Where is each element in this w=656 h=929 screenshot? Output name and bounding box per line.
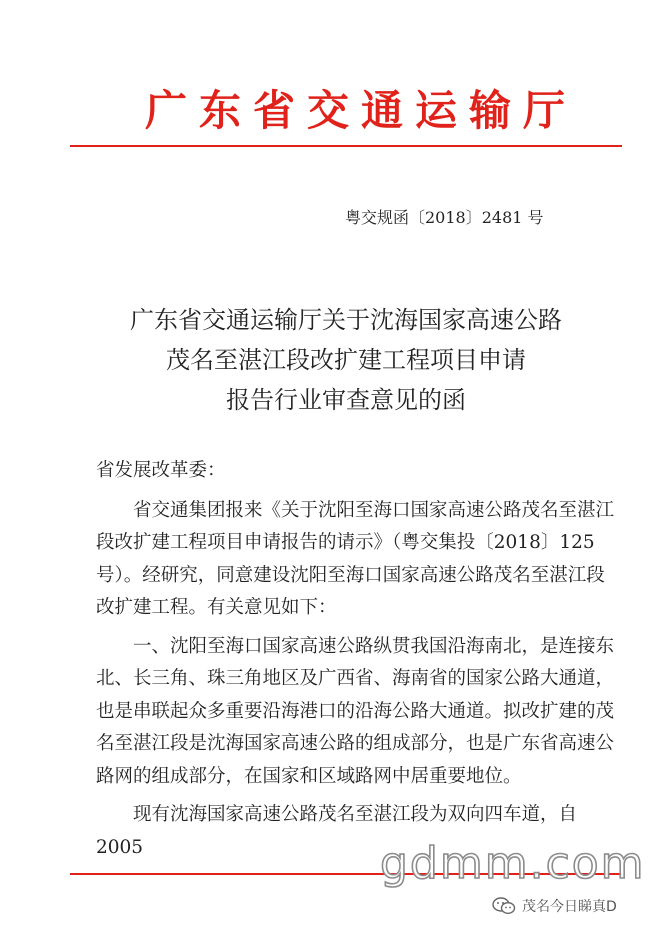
- account-watermark: [492, 896, 617, 916]
- document-number: 粤交规函〔2018〕2481 号: [345, 208, 544, 227]
- masthead-red-rule: [70, 145, 622, 147]
- account-name: 茂名今日睇真D: [522, 899, 617, 915]
- site-watermark: gdmm.com: [380, 838, 646, 889]
- addressee: 省发展改革委：: [96, 460, 226, 481]
- title-line: 茂名至湛江段改扩建工程项目申请: [166, 346, 526, 374]
- body-paragraph: 一、沈阳至海口国家高速公路纵贯我国沿海南北，是连接东北、长三角、珠三角地区及广西省、海南省的国家公路大通道，也是串联起众多重要沿海港口的沿海公路大通道。拟改扩建的茂名至湛江段是沈海国家高速公路的组成部分，也是广东省高速公路网的组成部分，在国家和区域路网中居重要地位。: [96, 635, 615, 787]
- document-title: [70, 300, 622, 420]
- body-paragraph: 现有沈海国家高速公路茂名至湛江段为双向四车道，自 2005: [96, 804, 578, 858]
- title-line: 广东省交通运输厅关于沈海国家高速公路: [130, 306, 562, 334]
- masthead-title: 广东省交通运输厅: [145, 86, 578, 135]
- body-paragraph: 省交通集团报来《关于沈阳至海口国家高速公路茂名至湛江段改扩建工程项目申请报告的请示》（粤交集投〔2018〕125 号）。经研究，同意建设沈阳至海口国家高速公路茂名至湛江段改扩建工程。有关意见如下：: [96, 499, 615, 618]
- wechat-icon: [492, 897, 516, 915]
- document-body: [96, 455, 616, 864]
- title-line: 报告行业审查意见的函: [226, 386, 466, 414]
